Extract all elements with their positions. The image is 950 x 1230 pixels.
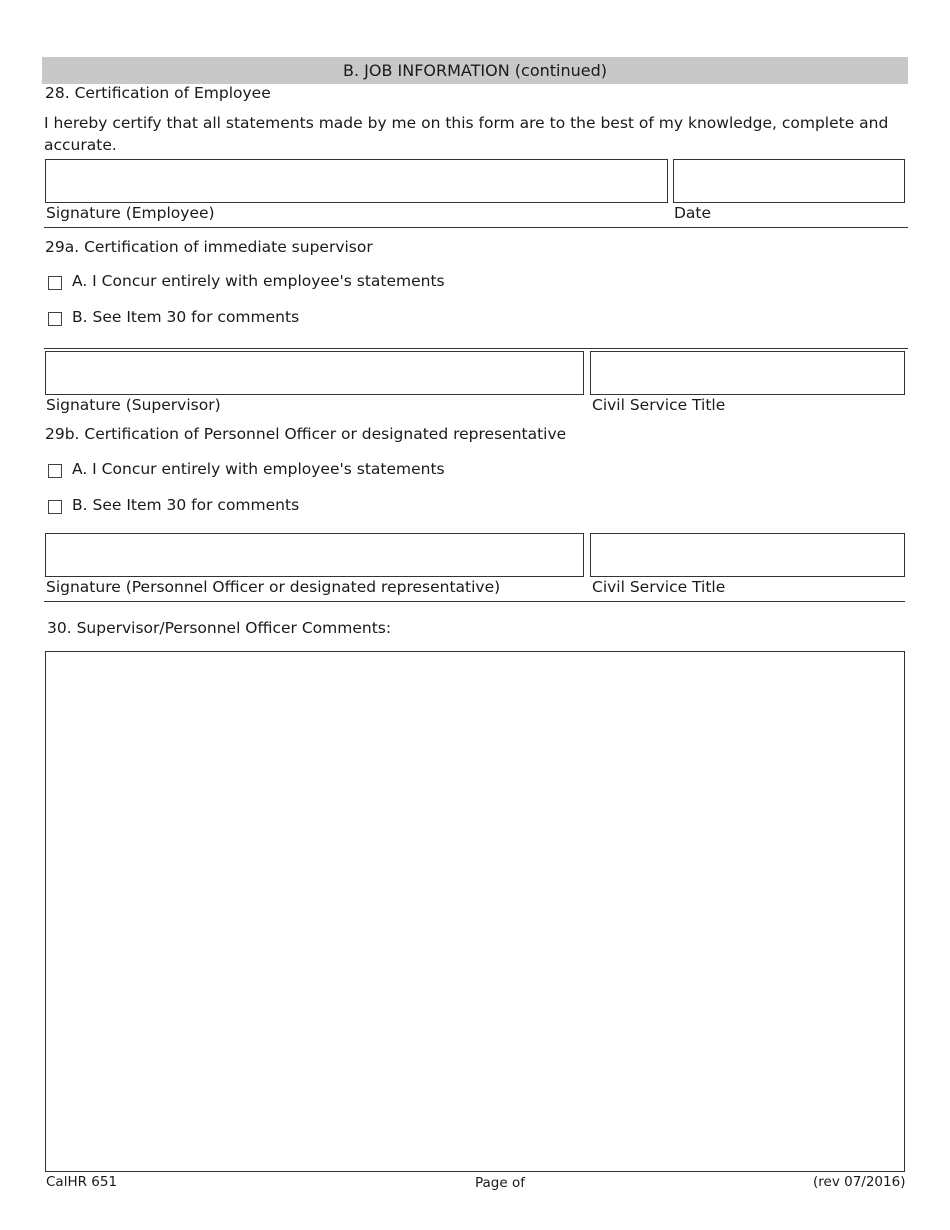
- form-id: CalHR 651: [46, 1174, 118, 1190]
- supervisor-signature-label: Signature (Supervisor): [46, 396, 221, 414]
- divider: [44, 348, 908, 349]
- item29b-title: 29b. Certification of Personnel Officer or designated representative: [45, 425, 567, 443]
- item29b-see-item30-checkbox[interactable]: [48, 500, 62, 514]
- personnel-signature-field[interactable]: [45, 533, 584, 577]
- employee-signature-field[interactable]: [45, 159, 668, 203]
- employee-date-field[interactable]: [673, 159, 905, 203]
- item30-title: 30. Supervisor/Personnel Officer Comments:: [47, 619, 392, 637]
- supervisor-title-field[interactable]: [590, 351, 905, 395]
- item29a-title: 29a. Certification of immediate supervisor: [45, 238, 373, 256]
- item28-statement: I hereby certify that all statements made by me on this form are to the best of my knowledge, complete and accurate.: [44, 114, 889, 155]
- employee-signature-label: Signature (Employee): [46, 204, 215, 222]
- personnel-title-label: Civil Service Title: [592, 578, 726, 596]
- divider: [44, 601, 905, 602]
- item29b-see-item30-label: B. See Item 30 for comments: [72, 496, 300, 514]
- section-header: B. JOB INFORMATION (continued): [42, 57, 908, 84]
- comments-textarea[interactable]: [45, 651, 905, 1172]
- item29a-see-item30-checkbox[interactable]: [48, 312, 62, 326]
- item28-title: 28. Certification of Employee: [45, 84, 271, 102]
- supervisor-signature-field[interactable]: [45, 351, 584, 395]
- divider: [44, 227, 908, 228]
- item29b-concur-checkbox[interactable]: [48, 464, 62, 478]
- revision-date: (rev 07/2016): [813, 1174, 906, 1190]
- employee-date-label: Date: [674, 204, 712, 222]
- item29a-concur-label: A. I Concur entirely with employee's statements: [72, 272, 445, 290]
- personnel-title-field[interactable]: [590, 533, 905, 577]
- personnel-signature-label: Signature (Personnel Officer or designated representative): [46, 578, 501, 596]
- supervisor-title-label: Civil Service Title: [592, 396, 726, 414]
- item29a-see-item30-label: B. See Item 30 for comments: [72, 308, 300, 326]
- item29b-concur-label: A. I Concur entirely with employee's statements: [72, 460, 445, 478]
- item29a-concur-checkbox[interactable]: [48, 276, 62, 290]
- page-number: Page of: [475, 1175, 525, 1191]
